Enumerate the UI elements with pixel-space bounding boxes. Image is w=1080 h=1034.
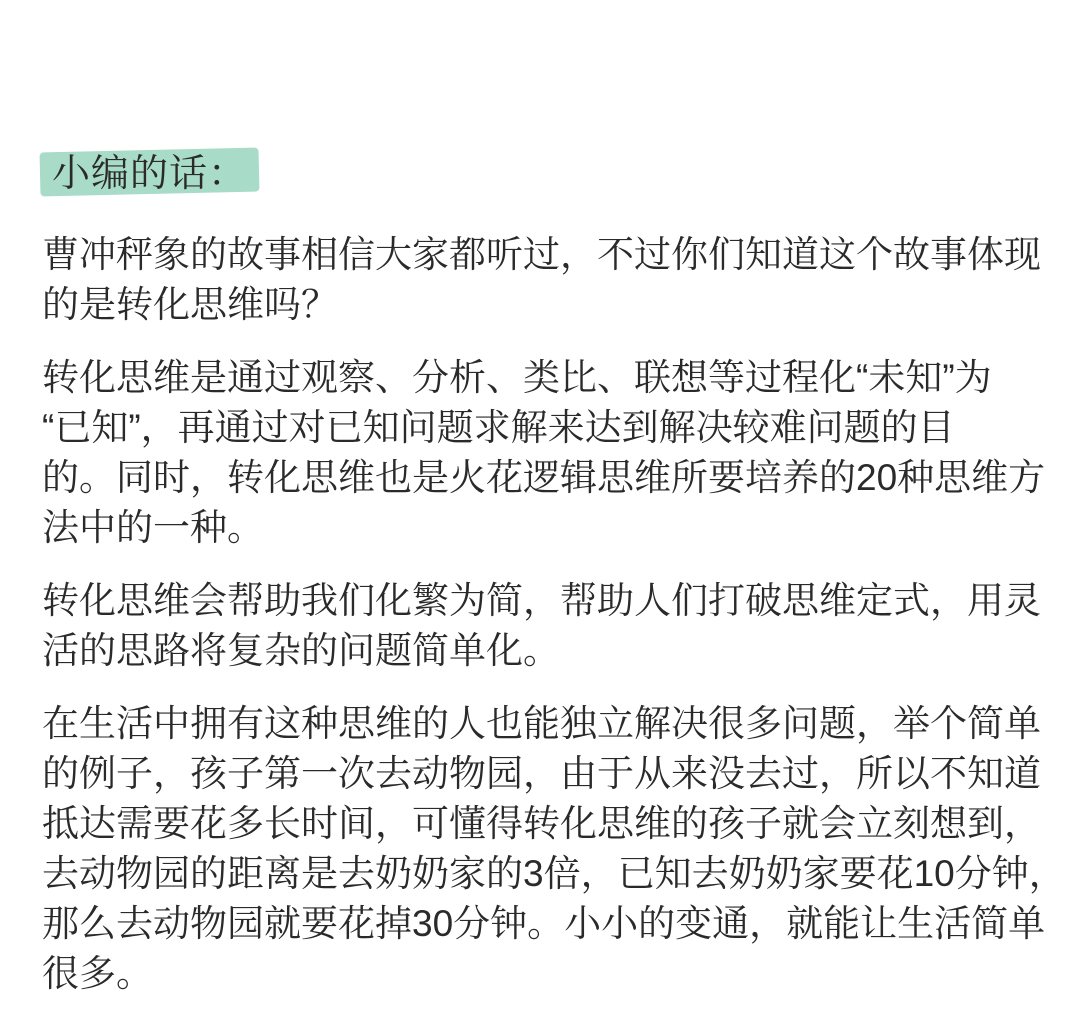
paragraph-definition [42, 353, 1044, 553]
text-line: 曹冲秤象的故事相信大家都听过，不过你们知道这个故事体现 [42, 234, 1041, 275]
text-line: 那么去动物园就要花掉30分钟。小小的变通，就能让生活简单 [42, 903, 1046, 944]
text-line: 抵达需要花多长时间，可懂得转化思维的孩子就会立刻想到， [42, 803, 1041, 844]
text-line: 的是转化思维吗？ [42, 284, 338, 325]
section-heading [52, 150, 247, 198]
text-line: 的例子，孩子第一次去动物园，由于从来没去过，所以不知道 [42, 753, 1041, 794]
text-line: 很多。 [42, 953, 153, 994]
text-line: 转化思维是通过观察、分析、类比、联想等过程化“未知”为 [42, 357, 992, 398]
paragraph-benefit [42, 576, 1044, 676]
text-line: “已知”，再通过对已知问题求解来达到解决较难问题的目 [42, 407, 955, 448]
text-line: 在生活中拥有这种思维的人也能独立解决很多问题，举个简单 [42, 703, 1041, 744]
text-line: 活的思路将复杂的问题简单化。 [42, 630, 560, 671]
text-line: 转化思维会帮助我们化繁为简，帮助人们打破思维定式，用灵 [42, 580, 1041, 621]
paragraph-example [42, 699, 1066, 999]
text-line: 的。同时，转化思维也是火花逻辑思维所要培养的20种思维方 [42, 457, 1046, 498]
section-heading-text: 小编的话： [52, 153, 248, 195]
text-line: 法中的一种。 [42, 507, 264, 548]
paragraph-intro [42, 230, 1044, 330]
text-line: 去动物园的距离是去奶奶家的3倍，已知去奶奶家要花10分钟， [42, 853, 1066, 894]
